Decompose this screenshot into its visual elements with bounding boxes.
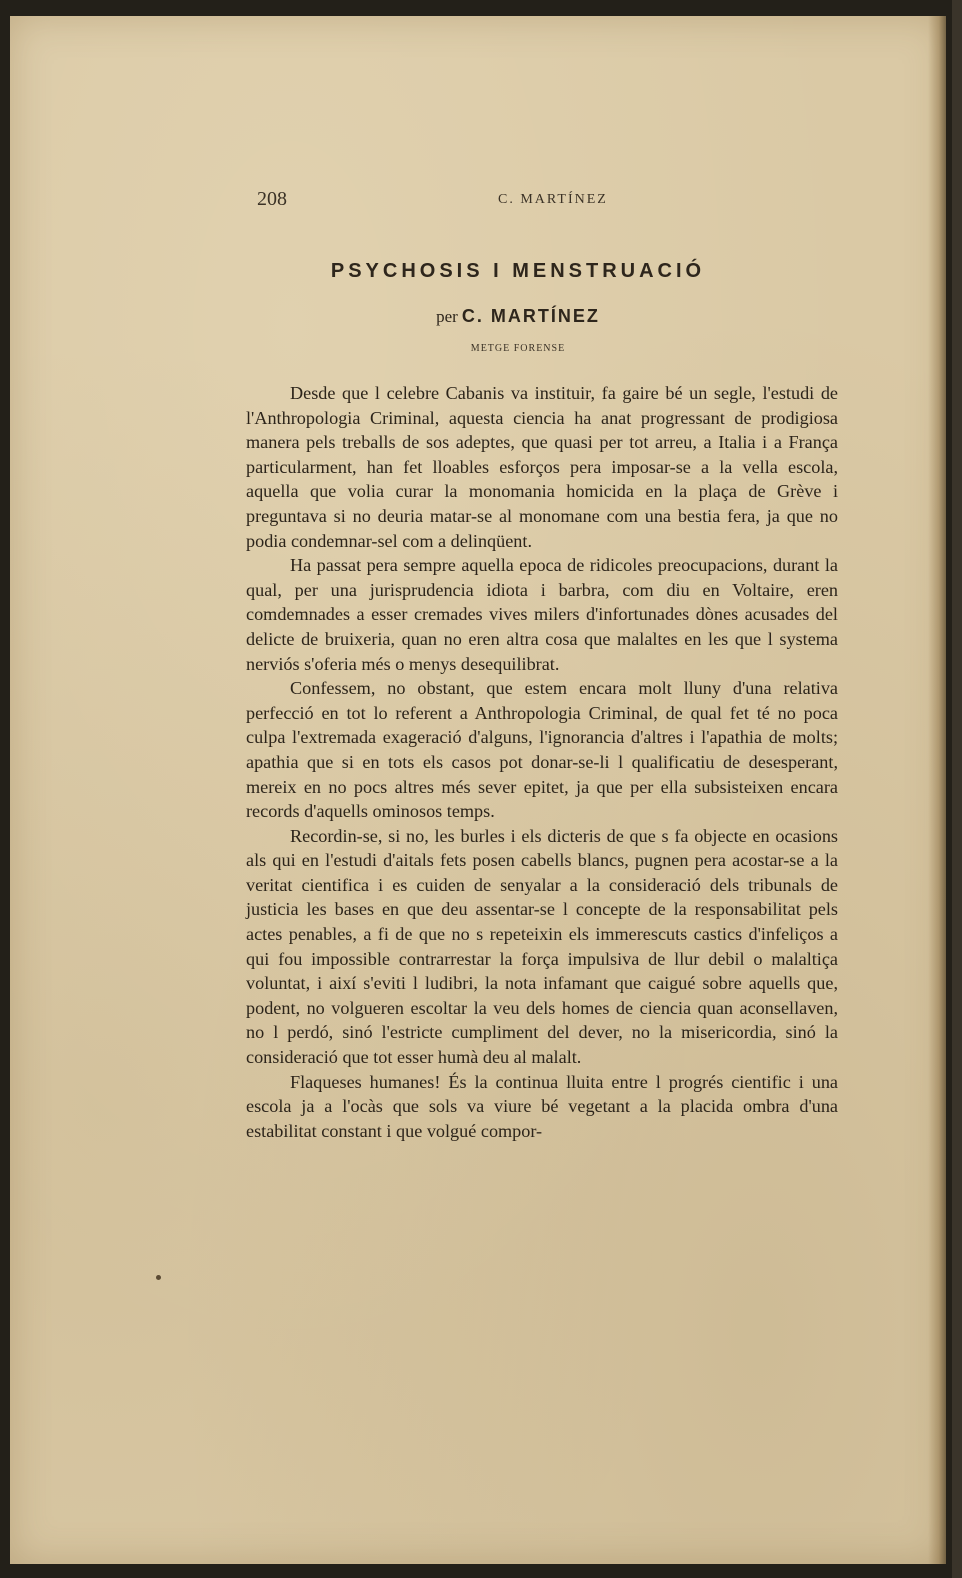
paragraph: Confessem, no obstant, que estem encara molt lluny d'una relativa perfecció en tot lo referent a Anthropologia Criminal, de qual fet té no poca culpa l'extremada exageració d'alguns, l'ignorancia d'altres i l'apathia de molts; apathia que si en tots els casos pot donar-se-li l qualificatiu de desesperant, mereix en no pocs altres més sever epitet, ja que per ella subsisteixen encara records d'aquells ominosos temps.: [246, 678, 838, 822]
running-author: C. MARTÍNEZ: [498, 192, 608, 207]
article-title: PSYCHOSIS I MENSTRUACIÓ: [330, 260, 706, 282]
affiliation-text: METGE FORENSE: [470, 343, 566, 354]
author-affiliation: [10, 343, 946, 354]
byline-prefix: per: [436, 307, 458, 326]
page-edge-shading: [928, 16, 946, 1564]
byline: [10, 306, 946, 327]
paragraph: Desde que l celebre Cabanis va instituir, fa gaire bé un segle, l'estudi de l'Anthropologia Criminal, aquesta ciencia ha anat progressant de prodigiosa manera pels treballs de sos adeptes, que quasi per tot arreu, a Italia i a França particularment, han fet lloables esforços pera imposar-se a la vella escola, aquella que volia curar la monomania homicida en la plaça de Grève i preguntava si no deuria matar-se al monomane com una bestia fera, ja que no podia condemnar-sel com a delinqüent.: [246, 383, 838, 551]
page-number: 208: [257, 188, 287, 210]
book-page: [10, 16, 946, 1564]
byline-author: C. MARTÍNEZ: [461, 306, 600, 326]
title-block: [10, 260, 946, 283]
ink-speck: [156, 1275, 161, 1280]
paragraph: Recordin-se, si no, les burles i els dicteris de que s fa objecte en ocasions als qui en l'estudi d'aitals fets posen cabells blancs, pugnen pera acostar-se a la veritat cientifica i es cuiden de senyalar a la consideració dels tribunals de justicia les bases en que deu assentar-se l concepte de la responsabilitat pels actes penables, a fi de que no s repeteixin els immerescuts castics d'infeliços a qui fou impossible contrarrestar la força impulsiva de llur debil o malaltiça voluntat, i així s'eviti l ludibri, la nota infamant que caigué sobre aquells que, podent, no volgueren escoltar la veu dels homes de ciencia quan aconsellaven, no l perdó, sinó l'estricte cumpliment del dever, no la misericordia, sinó la consideració que tot esser humà deu al malalt.: [246, 825, 838, 1068]
article-body: [246, 381, 838, 1143]
running-header: [10, 188, 946, 212]
paragraph: Flaqueses humanes! És la continua lluita entre l progrés cientific i una escola ja a l'ocàs que sols va viure bé vegetant a la placida ombra d'una estabilitat constant i que volgué compor-: [246, 1071, 838, 1141]
paragraph: Ha passat pera sempre aquella epoca de ridicoles preocupacions, durant la qual, per una jurisprudencia idiota i barbra, com diu en Voltaire, eren comdemnades a esser cremades vives milers d'infortunades dònes acusades del delicte de bruixeria, quan no eren altra cosa que malaltes en les que l systema nerviós s'oferia més o menys desequilibrat.: [246, 555, 838, 674]
binding-shadow: [952, 0, 962, 1578]
